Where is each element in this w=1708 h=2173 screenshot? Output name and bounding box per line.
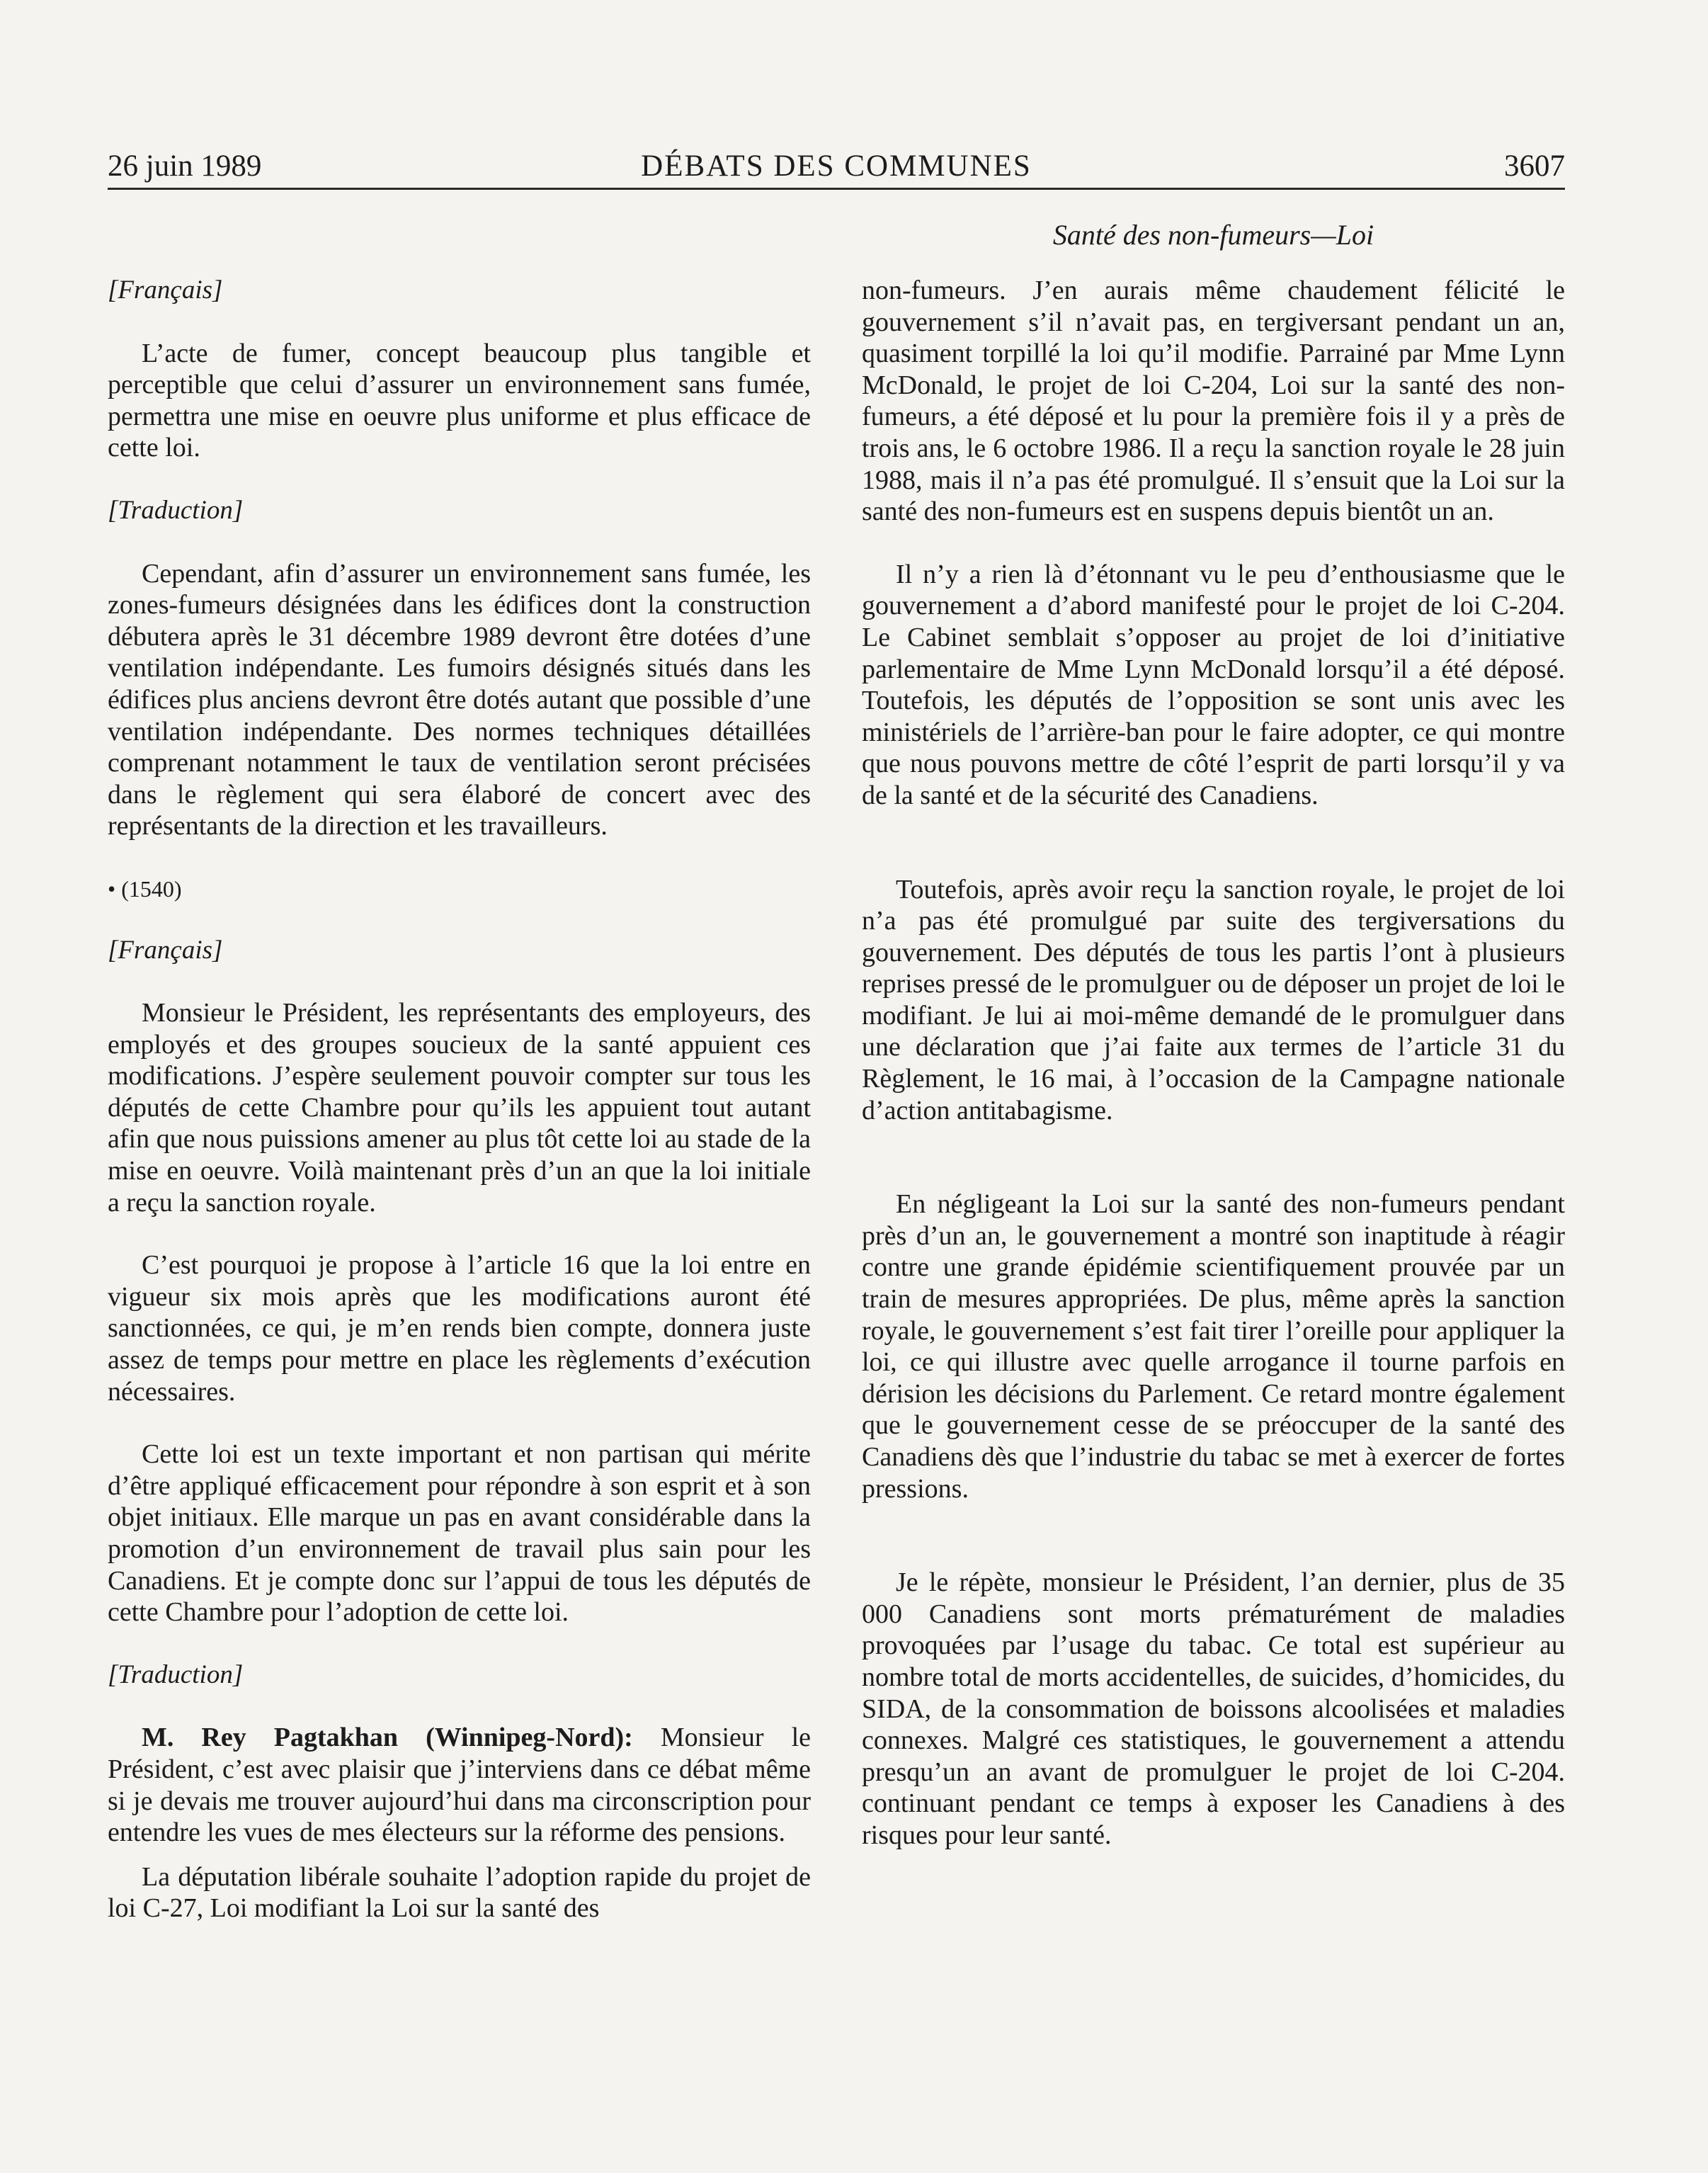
paragraph: La députation libérale souhaite l’adoption rapide du projet de loi C-27, Loi modifiant la Loi sur la santé des <box>108 1861 811 1924</box>
language-label: [Traduction] <box>108 495 244 525</box>
paragraph: En négligeant la Loi sur la santé des non-fumeurs pendant près d’un an, le gouvernement a montré son inaptitude à réagir contre une grande épidémie scientifiquement prouvée par un train de mesures appropriées. De plus, même après la sanction royale, le gouvernement s’est fait tirer l’oreille pour appliquer la loi, ce qui illustre avec quelle arrogance il tourne parfois en dérision les décisions du Parlement. Ce retard montre également que le gouvernement cesse de se préoccuper de la santé des Canadiens dès que l’industrie du tabac se met à exercer de fortes pressions. <box>862 1189 1565 1504</box>
header-page-number: 3607 <box>1504 149 1565 183</box>
time-marker: • (1540) <box>108 875 182 902</box>
language-label: [Traduction] <box>108 1659 244 1689</box>
header-title: DÉBATS DES COMMUNES <box>641 149 1032 183</box>
paragraph: C’est pourquoi je propose à l’article 16 que la loi entre en vigueur six mois après que les modifications auront été sanctionnées, ce qui, je m’en rends bien compte, donnera juste assez de temps pour mettre en place les règlements d’exécution nécessaires. <box>108 1250 811 1407</box>
language-label: [Français] <box>108 276 223 305</box>
paragraph: L’acte de fumer, concept beaucoup plus tangible et perceptible que celui d’assurer un environnement sans fumée, permettra une mise en oeuvre plus uniforme et plus efficace de cette loi. <box>108 338 811 463</box>
language-label: [Français] <box>108 935 223 965</box>
paragraph: Cette loi est un texte important et non partisan qui mérite d’être appliqué efficacement pour répondre à son esprit et à son objet initiaux. Elle marque un pas en avant considérable dans la promotion d’un environnement de travail plus sain pour les Canadiens. Et je compte donc sur l’appui de tous les députés de cette Chambre pour l’adoption de cette loi. <box>108 1439 811 1628</box>
running-head: Santé des non-fumeurs—Loi <box>1052 219 1374 251</box>
header-date: 26 juin 1989 <box>108 149 262 183</box>
speaker-text: Monsieur le Président, c’est avec plaisir que j’interviens dans ce débat même si je devais me trouver aujourd’hui dans ma circonscription pour entendre les vues de mes électeurs sur la réforme des pensions. <box>108 1723 812 1848</box>
paragraph: Cependant, afin d’assurer un environnement sans fumée, les zones-fumeurs désignées dans les édifices dont la construction débutera après le 31 décembre 1989 devront être dotées d’une ventilation indépendante. Les fumoirs désignés situés dans les édifices plus anciens devront être dotés autant que possible d’une ventilation indépendante. Des normes techniques détaillées comprenant notamment le taux de ventilation seront précisées dans le règlement qui sera élaboré de concert avec des représentants de la direction et les travailleurs. <box>108 558 811 841</box>
paragraph: non-fumeurs. J’en aurais même chaudement félicité le gouvernement s’il n’avait pas, en tergiversant pendant un an, quasiment torpillé la loi qu’il modifie. Parrainé par Mme Lynn McDonald, le projet de loi C-204, Loi sur la santé des non-fumeurs, a été déposé et lu pour la première fois il y a près de trois ans, le 6 octobre 1986. Il a reçu la sanction royale le 28 juin 1988, mais il n’a pas été promulgué. Il s’ensuit que la Loi sur la santé des non-fumeurs est en suspens depuis bientôt un an. <box>862 276 1565 527</box>
paragraph: Toutefois, après avoir reçu la sanction royale, le projet de loi n’a pas été promulgué par suite des tergiversations du gouvernement. Des députés de tous les partis l’ont à plusieurs reprises pressé de le promulguer ou de déposer un projet de loi le modifiant. Je lui ai moi-même demandé de le promulguer dans une déclaration que j’ai faite aux termes de l’article 31 du Règlement, le 16 mai, à l’occasion de la Campagne nationale d’action antitabagisme. <box>862 874 1565 1125</box>
right-column <box>862 275 1565 1851</box>
speaker-paragraph <box>108 1722 811 1848</box>
speaker-name: M. Rey Pagtakhan (Winnipeg-Nord): <box>142 1723 633 1753</box>
paragraph: Monsieur le Président, les représentants des employeurs, des employés et des groupes soucieux de la santé appuient ces modifications. J’espère seulement pouvoir compter sur tous les députés de cette Chambre pour qu’ils les appuient tout autant afin que nous puissions amener au plus tôt cette loi au stade de la mise en oeuvre. Voilà maintenant près d’un an que la loi initiale a reçu la sanction royale. <box>108 998 811 1218</box>
paragraph: Je le répète, monsieur le Président, l’an dernier, plus de 35 000 Canadiens sont morts prématurément de maladies provoquées par l’usage du tabac. Ce total est supérieur au nombre total de morts accidentelles, de suicides, d’homicides, du SIDA, de la consommation de boissons alcoolisées et maladies connexes. Malgré ces statistiques, le gouvernement a attendu presqu’un an avant de promulguer le projet de loi C-204. continuant pendant ce temps à exposer les Canadiens à des risques pour leur santé. <box>862 1567 1565 1850</box>
paragraph: Il n’y a rien là d’étonnant vu le peu d’enthousiasme que le gouvernement a d’abord manifesté pour le projet de loi C-204. Le Cabinet semblait s’opposer au projet de loi d’initiative parlementaire de Mme Lynn McDonald lorsqu’il a été déposé. Toutefois, les députés de l’opposition se sont unis avec les ministériels de l’arrière-ban pour le faire adopter, ce qui montre que nous pouvons mettre de côté l’esprit de parti lorsqu’il y va de la santé et de la sécurité des Canadiens. <box>862 559 1565 810</box>
left-column <box>108 275 811 1924</box>
page-header <box>108 145 1565 190</box>
